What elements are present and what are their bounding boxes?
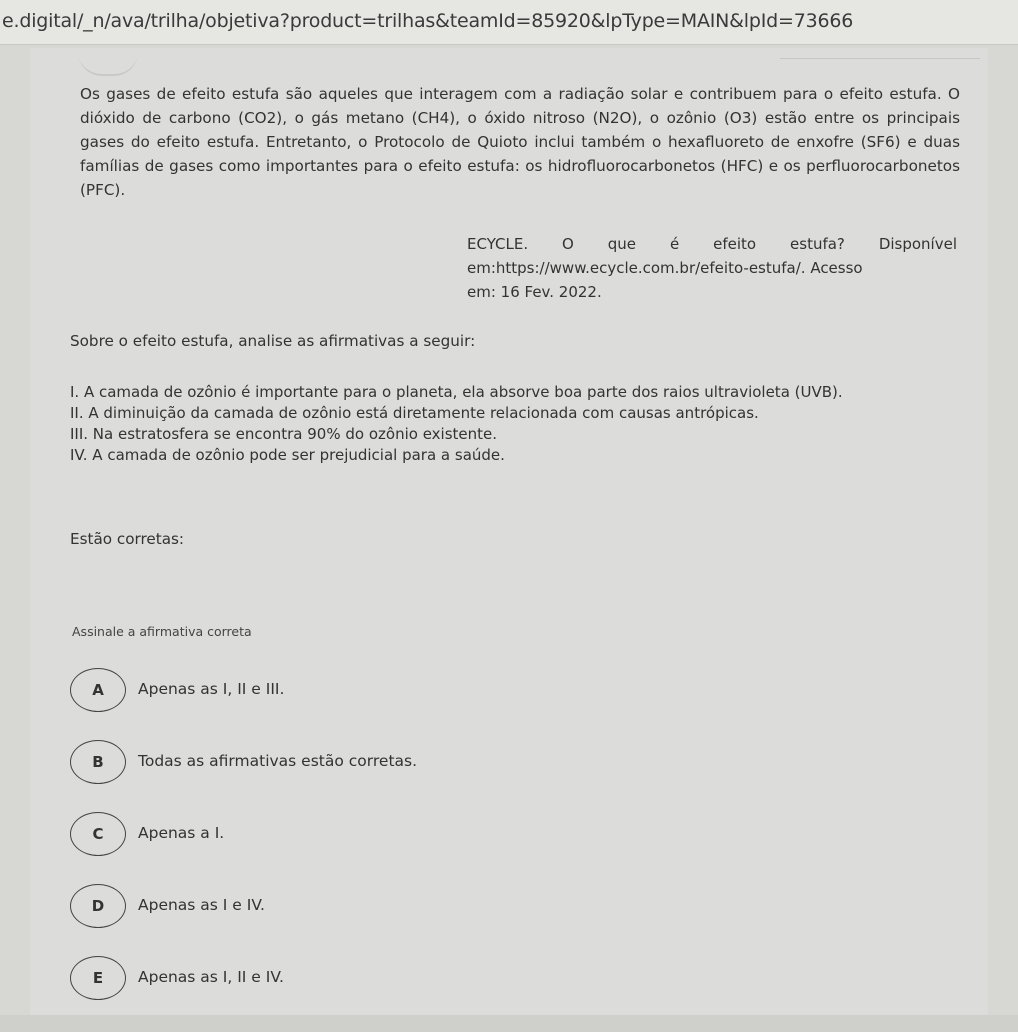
question-prompt: Sobre o efeito estufa, analise as afirmativas a seguir: <box>70 332 476 350</box>
decorative-divider <box>780 58 980 59</box>
option-text: Apenas as I, II e IV. <box>138 968 284 986</box>
citation-line: em: 16 Fev. 2022. <box>467 283 602 301</box>
correct-label: Estão corretas: <box>70 530 185 548</box>
option-d[interactable] <box>70 884 470 928</box>
statements-list <box>70 382 958 466</box>
statement-item: IV. A camada de ozônio pode ser prejudicial para a saúde. <box>70 446 505 464</box>
citation-line: em:https://www.ecycle.com.br/efeito-estufa/. Acesso <box>467 259 863 277</box>
option-c[interactable] <box>70 812 470 856</box>
url-text[interactable]: e.digital/_n/ava/trilha/objetiva?product=trilhas&teamId=85920&lpType=MAIN&lpId=73666 <box>2 10 854 32</box>
option-letter: D <box>91 897 105 915</box>
answer-instruction: Assinale a afirmativa correta <box>72 624 252 639</box>
option-b[interactable] <box>70 740 470 784</box>
citation <box>467 232 957 304</box>
option-letter: B <box>92 753 104 771</box>
option-e[interactable] <box>70 956 470 1000</box>
option-a[interactable] <box>70 668 470 712</box>
statement-item: I. A camada de ozônio é importante para o planeta, ela absorve boa parte dos raios ultravioleta (UVB). <box>70 383 843 401</box>
address-bar[interactable] <box>0 0 1018 45</box>
option-letter: E <box>92 969 104 987</box>
question-intro: Os gases de efeito estufa são aqueles que interagem com a radiação solar e contribuem para o efeito estufa. O dióxido de carbono (CO2), o gás metano (CH4), o óxido nitroso (N2O), o ozônio (O3) estão entre os principais gases do efeito estufa. Entretanto, o Protocolo de Quioto inclui também o hexafluoreto de enxofre (SF6) e duas famílias de gases como importantes para o efeito estufa: os hidrofluorocarbonetos (HFC) e os perfluorocarbonetos (PFC). <box>80 85 960 199</box>
option-letter: A <box>92 681 104 699</box>
option-text: Apenas a I. <box>138 824 225 842</box>
option-text: Todas as afirmativas estão corretas. <box>138 752 418 770</box>
statement-item: II. A diminuição da camada de ozônio está diretamente relacionada com causas antrópicas. <box>70 404 759 422</box>
statement-item: III. Na estratosfera se encontra 90% do ozônio existente. <box>70 425 498 443</box>
option-text: Apenas as I e IV. <box>138 896 265 914</box>
citation-line: ECYCLE. O que é efeito estufa? Disponível <box>467 235 957 253</box>
option-letter: C <box>92 825 104 843</box>
option-text: Apenas as I, II e III. <box>138 680 285 698</box>
page-bottom-edge <box>0 1015 1018 1032</box>
